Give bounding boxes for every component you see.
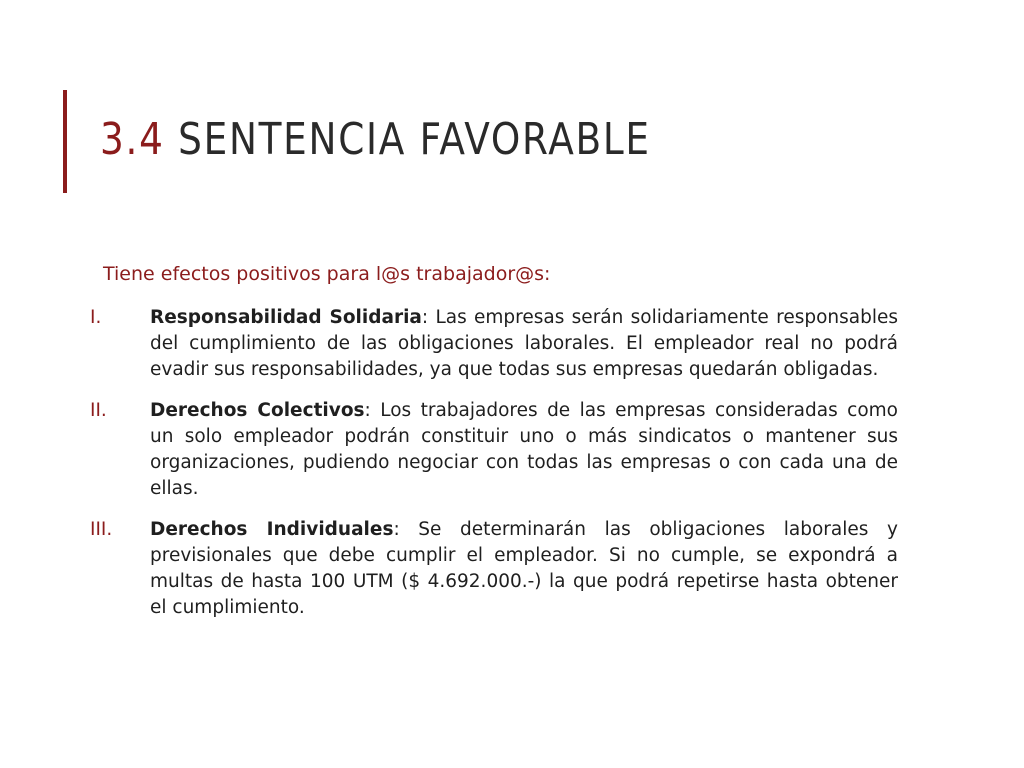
list-item-text bbox=[150, 305, 898, 383]
list-item-text bbox=[150, 517, 898, 621]
list-item-body: : Se determinarán las obligaciones laborales y previsionales que debe cumplir el empleador. Si no cumple, se expondrá a multas de hasta 100 UTM ($ 4.692.000.-) la que podrá repetirse hasta obtener el cumplimiento. bbox=[150, 519, 898, 618]
list-item-body: : Los trabajadores de las empresas consideradas como un solo empleador podrán constituir uno o más sindicatos o mantener sus organizaciones, pudiendo negociar con todas las empresas o con cada una de ellas. bbox=[150, 400, 899, 499]
list-item-term: Derechos Colectivos bbox=[150, 400, 365, 421]
title-accent-bar bbox=[63, 90, 67, 193]
list-item-responsabilidad-solidaria bbox=[90, 305, 898, 383]
list-numeral: III. bbox=[90, 519, 113, 540]
list-numeral: I. bbox=[90, 307, 102, 328]
title-number: 3.4 bbox=[100, 114, 165, 165]
list-item-body: : Las empresas serán solidariamente responsables del cumplimiento de las obligaciones laborales. El empleador real no podrá evadir sus responsabilidades, ya que todas sus empresas quedarán obligadas. bbox=[150, 307, 899, 380]
slide-title bbox=[100, 112, 651, 168]
list-item-term: Responsabilidad Solidaria bbox=[150, 307, 422, 328]
list-numeral: II. bbox=[90, 400, 107, 421]
list-item-term: Derechos Individuales bbox=[150, 519, 394, 540]
list-item-text bbox=[150, 398, 898, 502]
list-item-derechos-colectivos bbox=[90, 398, 898, 502]
numbered-list bbox=[90, 305, 898, 636]
title-text: SENTENCIA FAVORABLE bbox=[178, 114, 651, 165]
intro-text: Tiene efectos positivos para l@s trabajador@s: bbox=[103, 263, 551, 285]
list-item-derechos-individuales bbox=[90, 517, 898, 621]
